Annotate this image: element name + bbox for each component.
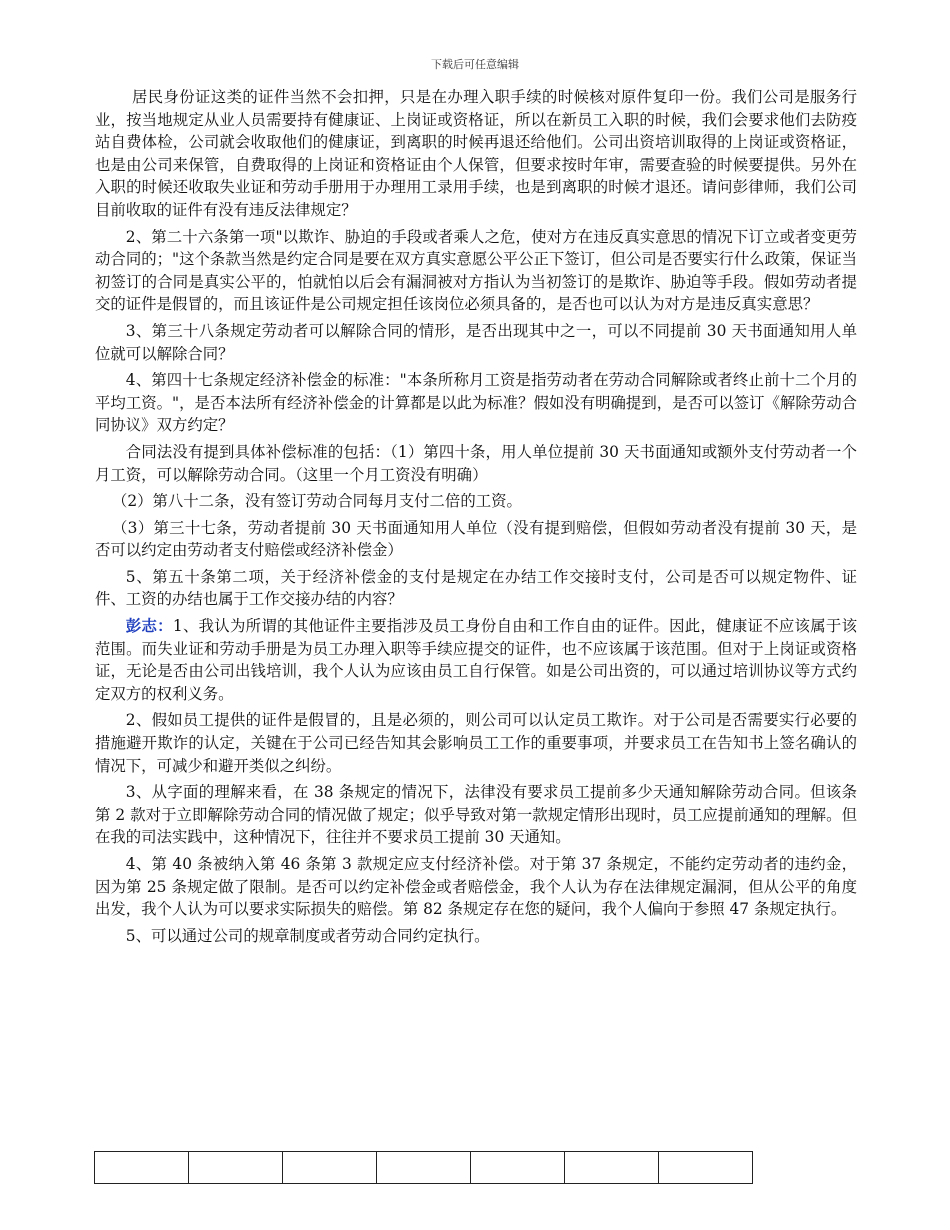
page-header-note: 下载后可任意编辑 (431, 58, 519, 71)
paragraph-answer-4: 4、第 40 条被纳入第 46 条第 3 款规定应支付经济补偿。对于第 37 条规定，不能约定劳动者的违约金，因为第 25 条规定做了限制。是否可以约定补偿金或者赔偿金，我个人认为存在法律规定漏洞，但从公平的角度出发，我个人认为可以要求实际损失的赔偿。第 82 条规定存在您的疑问，我个人偏向于参照 47 条规定执行。 (95, 855, 857, 919)
table-cell (471, 1152, 565, 1184)
answer-1-text: 1、我认为所谓的其他证件主要指涉及员工身份自由和工作自由的证件。因此，健康证不应该属于该范围。而失业证和劳动手册是为员工办理入职等手续应提交的证件，也不应该属于该范围。但对于上岗证或资格证，无论是否由公司出钱培训，我个人认为应该由员工自行保管。如是公司出资的，可以通过培训协议等方式约定双方的权利义务。 (95, 617, 857, 703)
paragraph-answer-5: 5、可以通过公司的规章制度或者劳动合同约定执行。 (125, 926, 490, 945)
paragraph-question-5: 5、第五十条第二项，关于经济补偿金的支付是规定在办结工作交接时支付，公司是否可以规定物件、证件、工资的办结也属于工作交接办结的内容？ (95, 567, 857, 609)
paragraph-answer-1 (95, 615, 857, 705)
paragraph-compensation-list: 合同法没有提到具体补偿标准的包括：（1）第四十条，用人单位提前 30 天书面通知或额外支付劳动者一个月工资，可以解除劳动合同。（这里一个月工资没有明确） (95, 442, 857, 484)
paragraph-question-3: 3、第三十八条规定劳动者可以解除合同的情形，是否出现其中之一，可以不同提前 30 天书面通知用人单位就可以解除合同？ (95, 321, 857, 363)
table-row (95, 1152, 753, 1184)
paragraph-answer-3: 3、从字面的理解来看，在 38 条规定的情况下，法律没有要求员工提前多少天通知解除劳动合同。但该条第 2 款对于立即解除劳动合同的情况做了规定；似乎导致对第一款规定情形出现时，员工应提前通知的理解。但在我的司法实践中，这种情况下，往往并不要求员工提前 30 天通知。 (95, 783, 857, 847)
paragraph-question-4: 4、第四十七条规定经济补偿金的标准："本条所称月工资是指劳动者在劳动合同解除或者终止前十二个月的平均工资。"，是否本法所有经济补偿金的计算都是以此为标准？假如没有明确提到，是否可以签订《解除劳动合同协议》双方约定？ (95, 371, 857, 435)
speaker-label: 彭志： (125, 617, 173, 636)
table-cell (189, 1152, 283, 1184)
footer-empty-table (94, 1151, 753, 1184)
document-body (95, 86, 857, 951)
table-cell (377, 1152, 471, 1184)
table-cell (565, 1152, 659, 1184)
paragraph-answer-2: 2、假如员工提供的证件是假冒的，且是必须的，则公司可以认定员工欺诈。对于公司是否需要实行必要的措施避开欺诈的认定，关键在于公司已经告知其会影响员工工作的重要事项，并要求员工在告知书上签名确认的情况下，可减少和避开类似之纠纷。 (95, 711, 857, 775)
paragraph-question-2: 2、第二十六条第一项"以欺诈、胁迫的手段或者乘人之危，使对方在违反真实意思的情况下订立或者变更劳动合同的；"这个条款当然是约定合同是要在双方真实意愿公平公正下签订，但公司是否要实行什么政策，保证当初签订的合同是真实公平的，怕就怕以后会有漏洞被对方指认为当初签订的是欺诈、胁迫等手段。假如劳动者提交的证件是假冒的，而且该证件是公司规定担任该岗位必须具备的，是否也可以认为对方是违反真实意思？ (95, 227, 857, 314)
table-cell (283, 1152, 377, 1184)
table-cell (659, 1152, 753, 1184)
paragraph-compensation-item-2: （2）第八十二条，没有签订劳动合同每月支付二倍的工资。 (111, 492, 522, 511)
paragraph-intro: 居民身份证这类的证件当然不会扣押，只是在办理入职手续的时候核对原件复印一份。我们公司是服务行业，按当地规定从业人员需要持有健康证、上岗证或资格证，所以在新员工入职的时候，我们会要求他们去防疫站自费体检，公司就会收取他们的健康证，到离职的时候再退还给他们。公司出资培训取得的上岗证或资格证，也是由公司来保管，自费取得的上岗证和资格证由个人保管，但要求按时年审，需要查验的时候要提供。另外在入职的时候还收取失业证和劳动手册用于办理用工录用手续，也是到离职的时候才退还。请问彭律师，我们公司目前收取的证件有没有违反法律规定？ (95, 88, 857, 219)
paragraph-compensation-item-3: （3）第三十七条，劳动者提前 30 天书面通知用人单位（没有提到赔偿，但假如劳动者没有提前 30 天，是否可以约定由劳动者支付赔偿或经济补偿金） (95, 518, 857, 560)
table-cell (95, 1152, 189, 1184)
